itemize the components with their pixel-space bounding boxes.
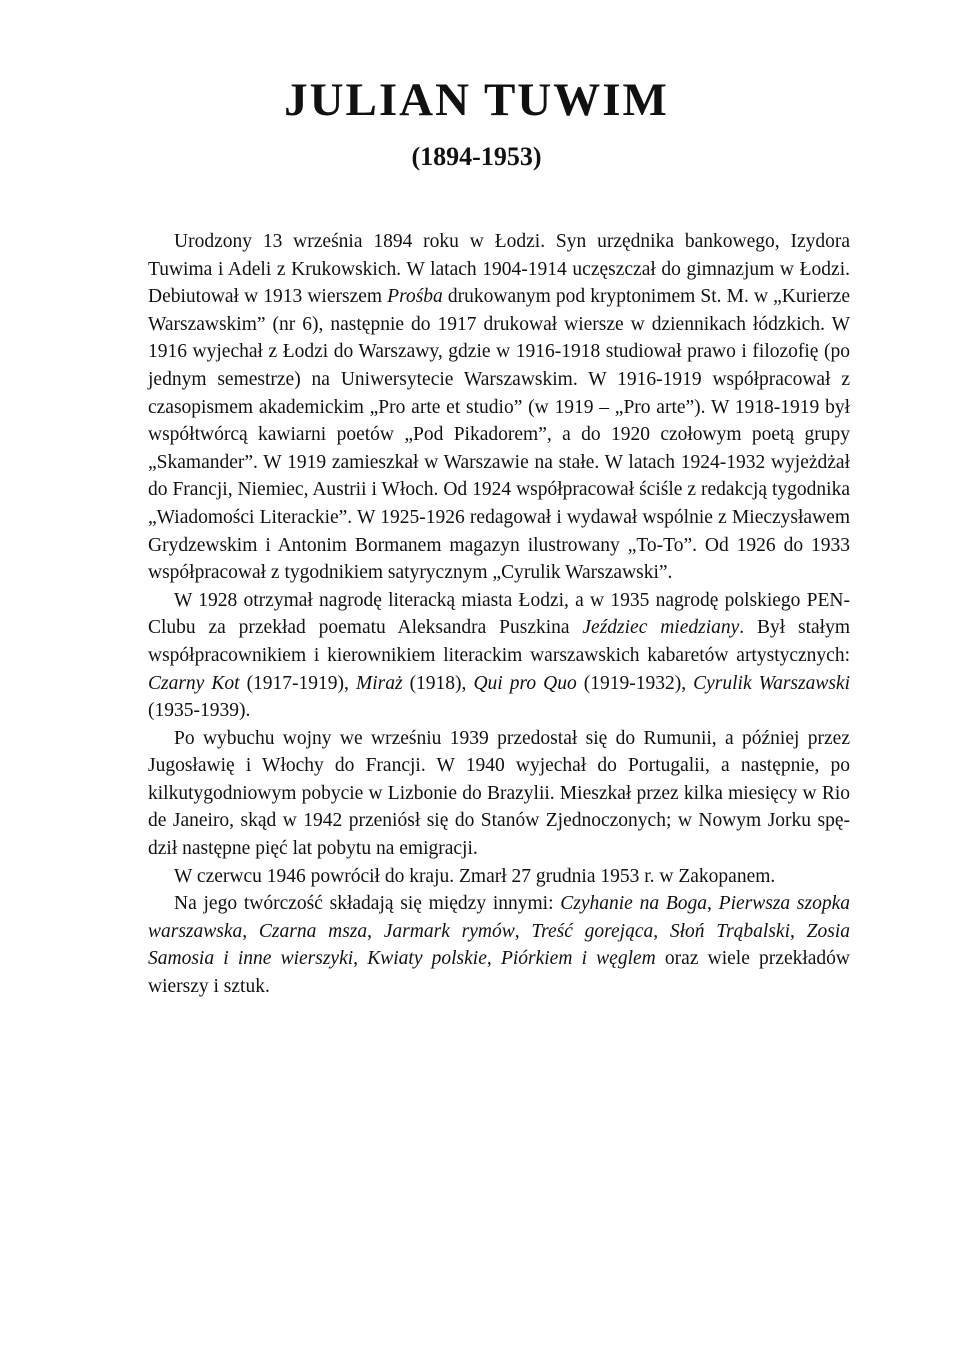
italic-title-text: Kwiaty polskie — [367, 948, 487, 970]
biography-text — [148, 228, 850, 1001]
text-run: , — [514, 920, 532, 942]
italic-title-text: Jeździec miedziany — [582, 617, 740, 639]
text-run: , — [486, 948, 501, 970]
text-run: (1917-1919), — [239, 672, 356, 694]
text-run: drukowanym pod kryptonimem St. M. w „Kurierze Warszawskim” (nr 6), następnie do 1917 drukował wiersze w dziennikach łódzkich. W 1916 wyjechał z Łodzi do Warszawy, gdzie w 1916-1918 studiował prawo i filozofię (po jednym semestrze) na Uniwersytecie Warszawskim. W 1916-1919 współpracował z czasopismem akademickim „Pro arte et studio” (w 1919 – „Pro arte”). W 1918-1919 był współtwórcą kawiarni poetów „Pod Pikadorem”, a do 1920 czołowym poetą grupy „Skamander”. W 1919 zamieszkał w Warszawie na stałe. W latach 1924-1932 wyjeżdżał do Francji, Niemiec, Austrii i Włoch. Od 1924 współpracował ściśle z redakcją tygodnika „Wiadomości Literackie”. W 1925-1926 redagował i wydawał wspólnie z Mieczysławem Grydzewskim i Antonim Bormanem magazyn ilustrowany „To-To”. Od 1926 do 1933 współpracował z tygodnikiem satyrycznym „Cyrulik Warszawski”. — [148, 286, 850, 584]
italic-title-text: Słoń Trąbalski — [669, 920, 790, 942]
life-dates: (1894-1953) — [411, 142, 542, 171]
italic-title-text: Miraż — [355, 672, 403, 694]
text-run: (1918), — [402, 672, 474, 694]
paragraph-3 — [148, 725, 850, 863]
text-run: W 1928 otrzymał nagrodę literacką miasta Łodzi, a w 1935 nagrodę polskiego PEN-Clubu za przekład poematu Aleksandra Puszkina — [148, 589, 850, 639]
text-run: (1919-1932), — [576, 672, 694, 694]
text-run: Urodzony 13 września 1894 roku w Łodzi. Syn urzędnika bankowego, Izydora Tuwima i Adeli z Krukowskich. W latach 1904-1914 uczęszczał do gimnazjum w Łodzi. Debiutował w 1913 wierszem — [148, 231, 850, 308]
italic-title-text: Czyhanie na Boga — [560, 893, 708, 915]
italic-title-text: Czarny Kot — [148, 672, 240, 694]
text-run: oraz wiele przekładów wierszy i sztuk. — [148, 948, 851, 998]
text-run: , — [242, 920, 259, 942]
paragraph-5 — [148, 890, 850, 1000]
italic-title-text: Jarmark rymów — [383, 920, 515, 942]
text-run: W czerwcu 1946 powrócił do kraju. Zmarł 27 grudnia 1953 r. w Zakopanem. — [174, 865, 776, 887]
text-run: . Był stałym współpracownikiem i kierownikiem literackim warszawskich kabaretów artystycznych: — [148, 617, 850, 666]
paragraph-1 — [148, 228, 850, 587]
italic-title-text: Qui pro Quo — [473, 672, 577, 694]
text-run: , — [353, 948, 368, 970]
italic-title-text: Piórkiem i węglem — [500, 948, 656, 970]
text-run: , — [790, 920, 807, 942]
text-run: , — [653, 920, 670, 942]
italic-title-text: Czarna msza — [258, 920, 368, 942]
italic-title-text: Prośba — [387, 286, 443, 308]
page-title: JULIAN TUWIM — [284, 74, 669, 126]
italic-title-text: Cyrulik Warszawski — [693, 672, 851, 694]
italic-title-text: Zosia Samosia i inne wierszyki — [148, 920, 850, 970]
text-run: , — [707, 893, 719, 915]
paragraph-4 — [148, 863, 850, 891]
text-run: Na jego twórczość składają się między innymi: — [174, 893, 561, 915]
text-run: , — [367, 920, 384, 942]
italic-title-text: Treść gorejąca — [531, 920, 654, 942]
text-run: Po wybuchu wojny we wrześniu 1939 przedostał się do Rumunii, a później przez Jugosławię i Włochy do Francji. W 1940 wyjechał do Portugalii, a następnie, po kilkutygodniowym pobycie w Lizbonie do Brazylii. Mieszkał przez kilka miesięcy w Rio de Janeiro, skąd w 1942 przeniósł się do Stanów Zjednoczonych; w Nowym Jorku spędził następne pięć lat pobytu na emigracji. — [148, 727, 850, 860]
text-run: (1935-1939). — [148, 700, 251, 722]
paragraph-2 — [148, 587, 850, 725]
italic-title-text: Pierwsza szopka warszawska — [148, 893, 851, 942]
